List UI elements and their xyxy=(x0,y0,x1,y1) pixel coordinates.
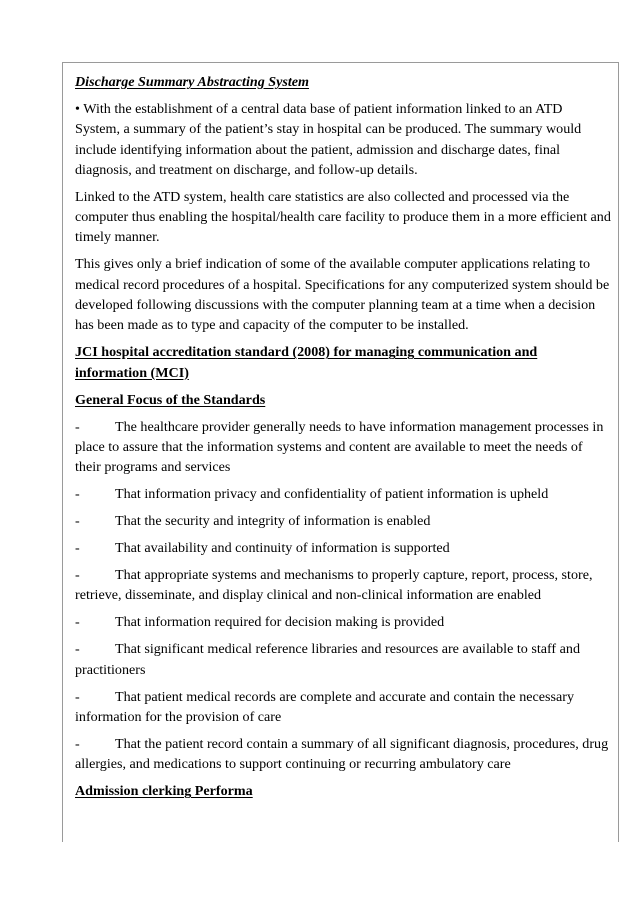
dash-marker: - xyxy=(75,688,80,705)
focus-item-text: That the security and integrity of information is enabled xyxy=(115,513,431,530)
focus-item-0 xyxy=(75,417,611,478)
heading-discharge-summary: Discharge Summary Abstracting System xyxy=(75,74,310,90)
dash-marker: - xyxy=(75,418,80,435)
dash-marker: - xyxy=(75,735,80,752)
paragraph-health-statistics: Linked to the ATD system, health care statistics are also collected and processed via the computer thus enabling the hospital/health care facility to produce them in a more efficient and timely manner. xyxy=(75,188,611,246)
dash-marker: - xyxy=(75,513,80,530)
paragraph-atd-text: With the establishment of a central data base of patient information linked to an ATD System, a summary of the patient’s stay in hospital can be produced. The summary would include identifying information about the patient, admission and discharge dates, final diagnosis, and treatment on discharge, and follow-up details. xyxy=(75,100,582,178)
focus-item-3 xyxy=(75,538,611,558)
focus-item-text: That the patient record contain a summary of all significant diagnosis, procedures, drug allergies, and medications to support continuing or recurring ambulatory care xyxy=(75,735,609,773)
focus-item-6 xyxy=(75,639,611,680)
focus-item-text: That appropriate systems and mechanisms to properly capture, report, process, store, retrieve, disseminate, and display clinical and non-clinical information are enabled xyxy=(75,567,593,604)
dash-marker: - xyxy=(75,641,80,658)
paragraph-brief-indication: This gives only a brief indication of some of the available computer applications relating to medical record procedures of a hospital. Specifications for any computerized system should be developed following discussions with the computer planning team at a time when a decision has been made as to type and capacity of the computer to be installed. xyxy=(75,256,610,334)
page-frame xyxy=(62,62,619,842)
document-body xyxy=(75,72,611,808)
focus-item-text: That patient medical records are complete and accurate and contain the necessary information for the provision of care xyxy=(75,688,574,725)
heading-admission-clerking: Admission clerking Performa xyxy=(75,783,253,800)
dash-marker: - xyxy=(75,614,80,631)
focus-item-text: That information privacy and confidentiality of patient information is upheld xyxy=(115,486,549,503)
dash-marker: - xyxy=(75,540,80,557)
heading-general-focus: General Focus of the Standards xyxy=(75,391,266,408)
focus-item-5 xyxy=(75,612,611,632)
paragraph-atd-summary xyxy=(75,99,611,180)
focus-item-8 xyxy=(75,734,611,775)
focus-item-7 xyxy=(75,687,611,728)
dash-marker: - xyxy=(75,567,80,584)
focus-item-text: That availability and continuity of information is supported xyxy=(115,540,450,557)
heading-jci-standard: JCI hospital accreditation standard (2008) for managing communication and information (MCI) xyxy=(75,344,538,381)
focus-item-text: That significant medical reference libraries and resources are available to staff and practitioners xyxy=(75,641,580,678)
focus-item-text: The healthcare provider generally needs to have information management processes in place to assure that the information systems and content are available to meet the needs of their programs and services xyxy=(75,418,604,476)
focus-item-4 xyxy=(75,565,611,606)
focus-item-1 xyxy=(75,484,611,504)
focus-item-text: That information required for decision making is provided xyxy=(115,614,445,631)
focus-item-2 xyxy=(75,511,611,531)
bullet-glyph: • xyxy=(75,100,80,117)
dash-marker: - xyxy=(75,486,80,503)
